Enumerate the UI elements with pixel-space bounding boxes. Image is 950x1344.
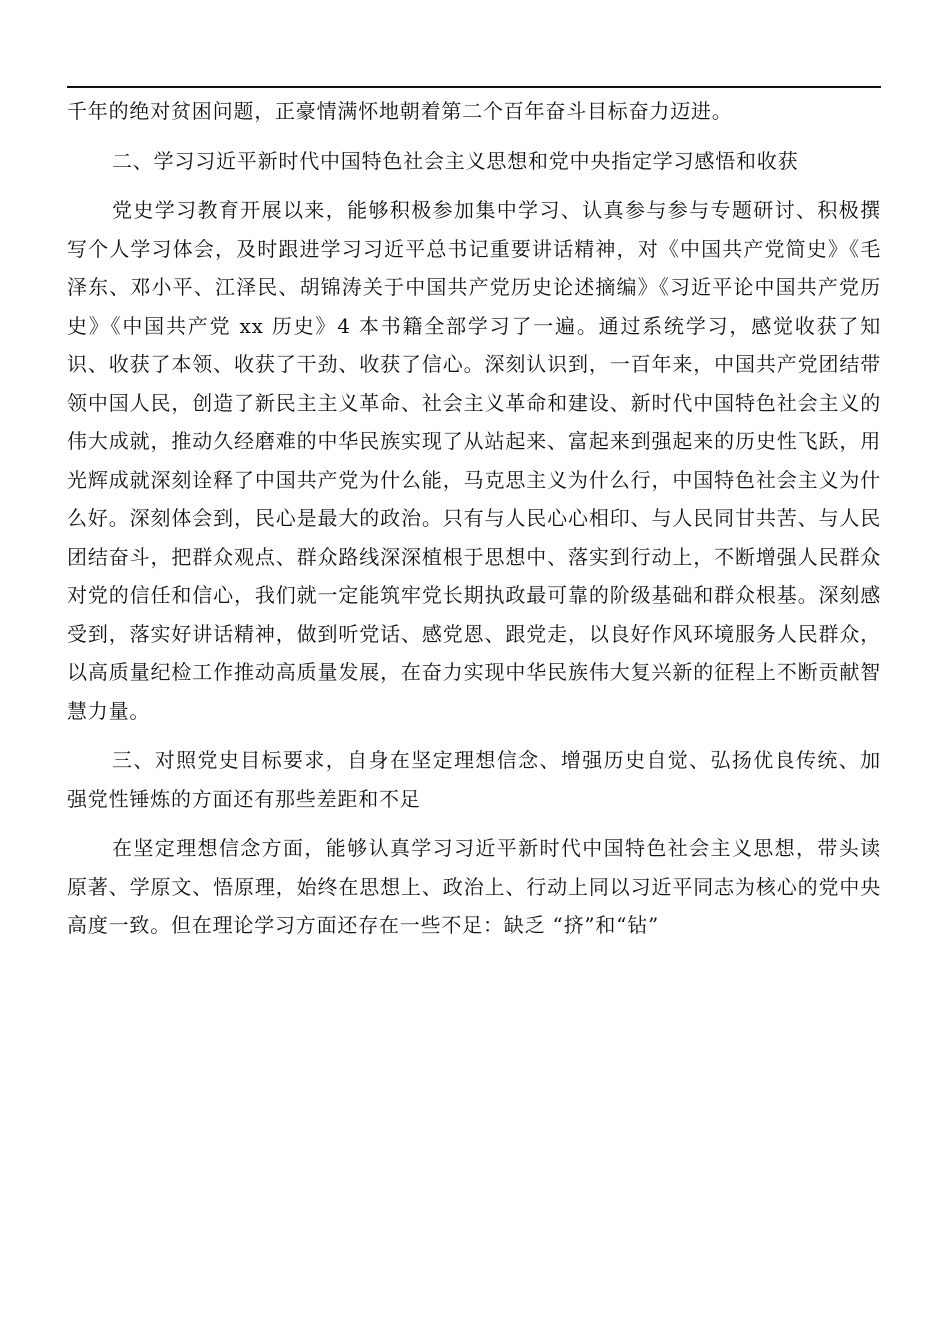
section-two-heading: 二、学习习近平新时代中国特色社会主义思想和党中央指定学习感悟和收获 [112,148,799,173]
document-body [67,92,881,945]
header-rule [67,86,881,88]
section-two-body: 党史学习教育开展以来，能够积极参加集中学习、认真参与参与专题研讨、积极撰写个人学习体会，及时跟进学习习近平总书记重要讲话精神，对《中国共产党简史》《毛泽东、邓小平、江泽民、胡锦涛关于中国共产党历史论述摘编》《习近平论中国共产党历史》《中国共产党 xx 历史》4 本书籍全部学习了一遍。通过系统学习，感觉收获了知识、收获了本领、收获了干劲、收获了信心。深刻认识到，一百年来，中国共产党团结带领中国人民，创造了新民主主义革命、社会主义革命和建设、新时代中国特色社会主义的伟大成就，推动久经磨难的中华民族实现了从站起来、富起来到强起来的历史性飞跃，用光辉成就深刻诠释了中国共产党为什么能，马克思主义为什么行，中国特色社会主义为什么好。深刻体会到，民心是最大的政治。只有与人民心心相印、与人民同甘共苦、与人民团结奋斗，把群众观点、群众路线深深植根于思想中、落实到行动上，不断增强人民群众对党的信任和信心，我们就一定能筑牢党长期执政最可靠的阶级基础和群众根基。深刻感受到，落实好讲话精神，做到听党话、感党恩、跟党走，以良好作风环境服务人民群众，以高质量纪检工作推动高质量发展，在奋力实现中华民族伟大复兴新的征程上不断贡献智慧力量。 [67,198,881,723]
continuation-line: 千年的绝对贫困问题，正豪情满怀地朝着第二个百年奋斗目标奋力迈进。 [67,99,733,123]
section-three-body: 在坚定理想信念方面，能够认真学习习近平新时代中国特色社会主义思想，带头读原著、学原文、悟原理，始终在思想上、政治上、行动上同以习近平同志为核心的党中央高度一致。但在理论学习方面还存在一些不足：缺乏 “挤”和“钻” [67,836,881,937]
section-three-heading: 三、对照党史目标要求，自身在坚定理想信念、增强历史自觉、弘扬优良传统、加强党性锤炼的方面还有那些差距和不足 [67,748,881,811]
